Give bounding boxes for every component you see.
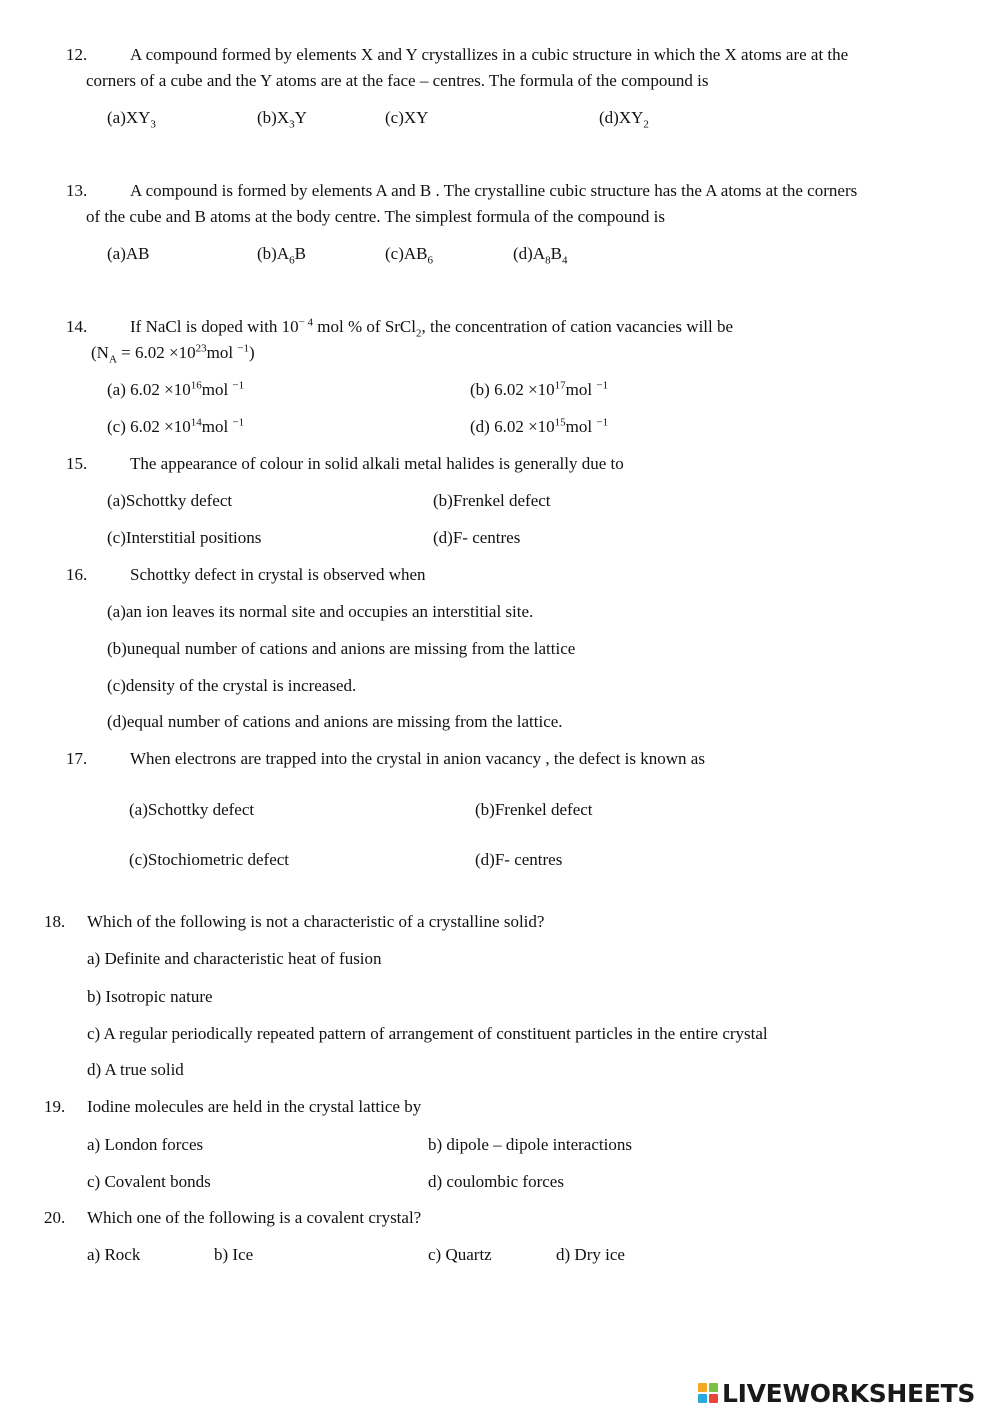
logo-text: LIVEWORKSHEETS [722, 1378, 976, 1408]
question-18-option-c[interactable]: c) A regular periodically repeated pattern of arrangement of constituent particles in the entire crystal [87, 1024, 768, 1043]
question-20-option-c[interactable]: c) Quartz [428, 1245, 492, 1264]
question-12-text-line1: A compound formed by elements X and Y crystallizes in a cubic structure in which the X atoms are at the [130, 45, 849, 64]
question-20-option-d[interactable]: d) Dry ice [556, 1245, 625, 1264]
question-13-text-line2: of the cube and B atoms at the body centre. The simplest formula of the compound is [86, 207, 665, 226]
question-14-number: 14. [66, 317, 88, 336]
question-18-option-b[interactable]: b) Isotropic nature [87, 987, 213, 1006]
question-15-option-c[interactable]: (c)Interstitial positions [107, 528, 262, 547]
question-13-option-a[interactable]: (a)AB [107, 244, 150, 263]
question-13-option-b[interactable]: $(b)A_6B$ [257, 244, 306, 267]
question-13-option-c[interactable]: $(c)AB_6$ [385, 244, 433, 267]
question-17-option-a[interactable]: (a)Schottky defect [129, 800, 255, 819]
question-18-number: 18. [44, 912, 66, 931]
question-17-number: 17. [66, 749, 88, 768]
question-18-option-a[interactable]: a) Definite and characteristic heat of fusion [87, 949, 382, 968]
question-16-option-a[interactable]: (a)an ion leaves its normal site and occupies an interstitial site. [107, 602, 534, 621]
logo-grid-icon [698, 1383, 718, 1403]
question-19-option-b[interactable]: b) dipole – dipole interactions [428, 1135, 632, 1154]
question-12-option-b[interactable]: $(b)X_3Y$ [257, 108, 307, 131]
question-14-text: If NaCl is doped with $10^{- 4}$ mol % of SrCl$_2$, the concentration of cation vacancies will be [130, 316, 734, 340]
question-14-option-d[interactable]: (d) $6.02 \times 10^{15}mol$ $^{-1}$ [470, 416, 609, 436]
question-13-option-d[interactable]: $(d)A_8B_4$ [513, 244, 568, 267]
question-15-number: 15. [66, 454, 88, 473]
logo-square [709, 1383, 718, 1392]
question-15-option-a[interactable]: (a)Schottky defect [107, 491, 233, 510]
question-20-option-b[interactable]: b) Ice [214, 1245, 254, 1264]
question-12-number: 12. [66, 45, 88, 64]
question-17-option-c[interactable]: (c)Stochiometric defect [129, 850, 290, 869]
logo-square [709, 1394, 718, 1403]
question-15-option-b[interactable]: (b)Frenkel defect [433, 491, 551, 510]
question-13-text-line1: A compound is formed by elements A and B . The crystalline cubic structure has the A atoms at the corners [130, 181, 858, 200]
question-16-text: Schottky defect in crystal is observed when [130, 565, 426, 584]
question-20-number: 20. [44, 1208, 66, 1227]
question-18-option-d[interactable]: d) A true solid [87, 1060, 184, 1079]
question-14-avogadro: ($N_A = 6.02 \times 10^{23}mol$ $^{-1}$) [91, 342, 255, 366]
question-14-option-c[interactable]: (c) $6.02 \times 10^{14}mol$ $^{-1}$ [107, 416, 245, 436]
question-12-option-c[interactable]: (c)XY [385, 108, 429, 127]
question-17-option-b[interactable]: (b)Frenkel defect [475, 800, 593, 819]
question-17-text: When electrons are trapped into the crystal in anion vacancy , the defect is known as [130, 749, 705, 768]
question-19-number: 19. [44, 1097, 66, 1116]
question-19-text: Iodine molecules are held in the crystal lattice by [87, 1097, 422, 1116]
question-14-option-b[interactable]: (b) $6.02 \times 10^{17}mol$ $^{-1}$ [470, 379, 609, 399]
question-15-option-d[interactable]: (d)F- centres [433, 528, 521, 547]
question-16-option-c[interactable]: (c)density of the crystal is increased. [107, 676, 357, 695]
question-16-number: 16. [66, 565, 88, 584]
question-16-option-d[interactable]: (d)equal number of cations and anions are missing from the lattice. [107, 712, 563, 731]
question-15-text: The appearance of colour in solid alkali metal halides is generally due to [130, 454, 624, 473]
question-19-option-d[interactable]: d) coulombic forces [428, 1172, 564, 1191]
question-18-text: Which of the following is not a characteristic of a crystalline solid? [87, 912, 545, 931]
question-12-option-d[interactable]: $(d)XY_2$ [599, 108, 649, 131]
question-20-option-a[interactable]: a) Rock [87, 1245, 141, 1264]
logo-square [698, 1383, 707, 1392]
question-13-number: 13. [66, 181, 88, 200]
question-12-option-a[interactable]: $(a)XY_3$ [107, 108, 156, 131]
question-19-option-a[interactable]: a) London forces [87, 1135, 204, 1154]
logo-square [698, 1394, 707, 1403]
question-19-option-c[interactable]: c) Covalent bonds [87, 1172, 211, 1191]
question-17-option-d[interactable]: (d)F- centres [475, 850, 563, 869]
question-14-option-a[interactable]: (a) $6.02 \times 10^{16}mol$ $^{-1}$ [107, 379, 245, 399]
liveworksheets-logo [698, 1378, 975, 1408]
question-16-option-b[interactable]: (b)unequal number of cations and anions are missing from the lattice [107, 639, 576, 658]
question-20-text: Which one of the following is a covalent crystal? [87, 1208, 422, 1227]
question-12-text-line2: corners of a cube and the Y atoms are at the face – centres. The formula of the compound is [86, 71, 709, 90]
